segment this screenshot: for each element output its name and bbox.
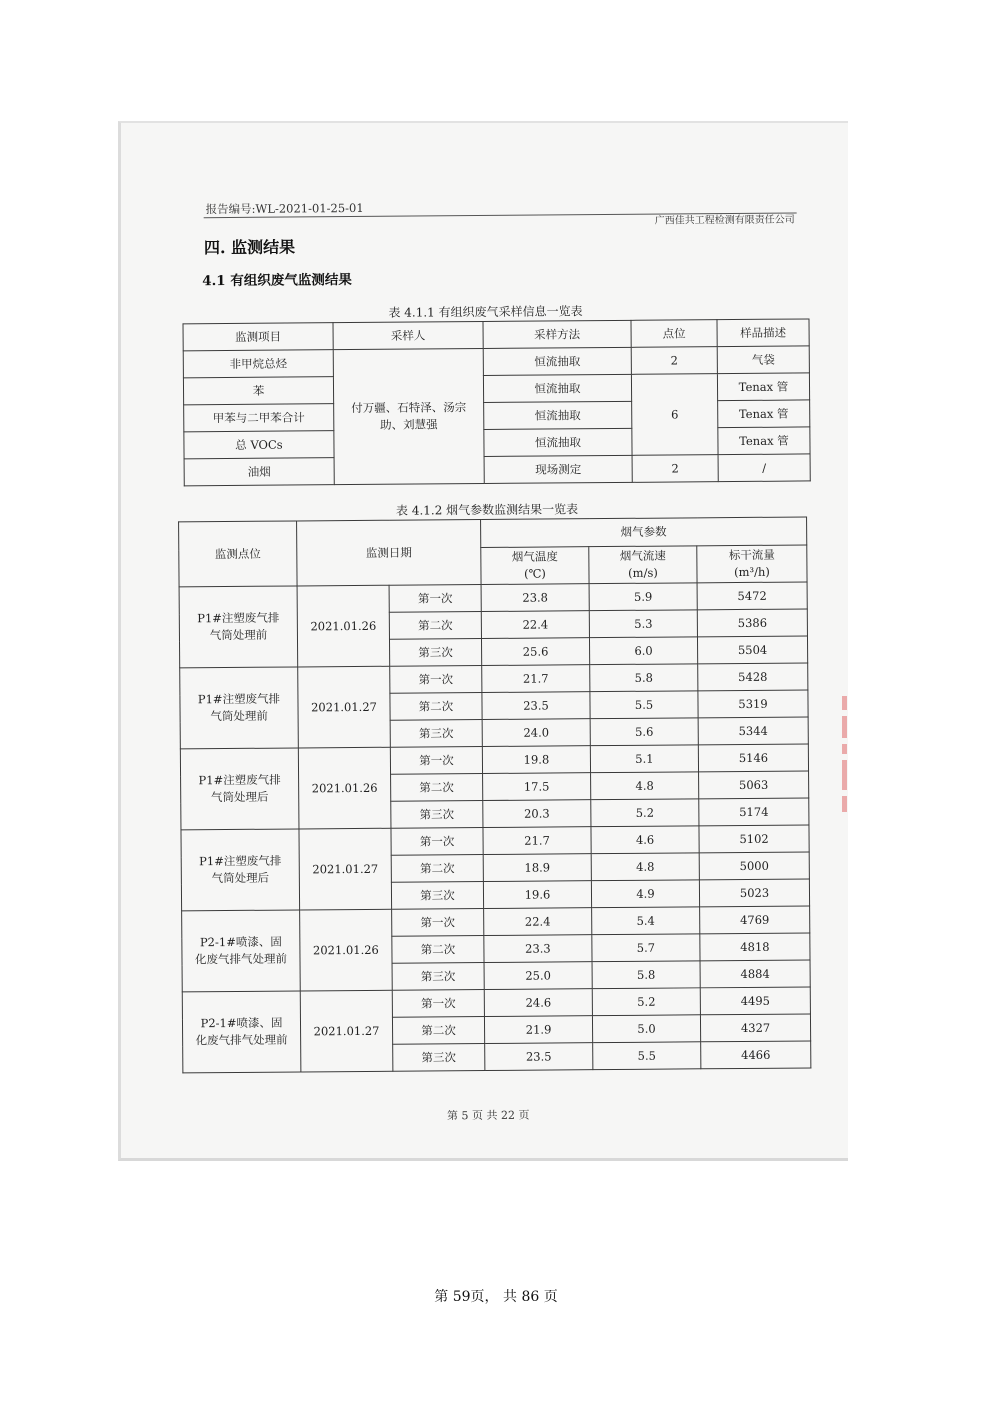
monitor-date: 2021.01.26 <box>298 747 391 829</box>
monitor-item: 油烟 <box>184 458 334 486</box>
standard-flow: 4495 <box>700 987 810 1015</box>
standard-flow: 5428 <box>698 663 808 691</box>
point-count: 2 <box>632 455 718 483</box>
monitor-point: P1#注塑废气排气筒处理后 <box>181 829 300 911</box>
flue-velocity: 5.8 <box>590 664 698 692</box>
flue-velocity: 5.2 <box>592 988 700 1016</box>
monitor-date: 2021.01.26 <box>300 909 393 991</box>
flue-gas-table <box>178 516 811 1073</box>
flue-velocity: 4.6 <box>591 826 699 854</box>
flue-temperature: 22.4 <box>484 908 592 936</box>
sample-round: 第三次 <box>389 639 481 667</box>
subsection-title: 4.1 有组织废气监测结果 <box>202 272 352 290</box>
standard-flow: 5472 <box>697 582 807 610</box>
standard-flow: 5504 <box>697 636 807 664</box>
sample-round: 第一次 <box>389 585 481 613</box>
sampling-method: 恒流抽取 <box>483 347 631 375</box>
standard-flow: 5146 <box>698 744 808 772</box>
monitor-point: P2-1#喷漆、固化废气排气处理前 <box>182 910 301 992</box>
flue-temperature: 19.8 <box>482 746 590 774</box>
sample-round: 第三次 <box>391 801 483 829</box>
monitor-point: P1#注塑废气排气筒处理前 <box>179 586 298 668</box>
point-count: 6 <box>631 374 718 456</box>
header-temperature-label: 烟气温度 <box>511 549 558 565</box>
sample-round: 第一次 <box>392 990 484 1018</box>
sample-round: 第一次 <box>392 909 484 937</box>
flue-temperature: 24.0 <box>482 719 590 747</box>
flue-temperature: 23.5 <box>482 692 590 720</box>
flue-velocity: 5.2 <box>591 799 699 827</box>
standard-flow: 5319 <box>698 690 808 718</box>
table1-header-cell: 点位 <box>631 320 717 348</box>
flue-velocity: 4.8 <box>591 772 699 800</box>
standard-flow: 4818 <box>700 933 810 961</box>
standard-flow: 5344 <box>698 717 808 745</box>
flue-temperature: 20.3 <box>483 800 591 828</box>
flue-temperature: 17.5 <box>483 773 591 801</box>
monitor-date: 2021.01.26 <box>297 585 390 667</box>
table-row <box>184 454 810 486</box>
sample-round: 第二次 <box>389 612 481 640</box>
sample-round: 第二次 <box>391 855 483 883</box>
flue-velocity: 5.5 <box>593 1042 701 1070</box>
point-count: 2 <box>631 347 717 375</box>
flue-velocity: 4.8 <box>591 853 699 881</box>
monitor-date: 2021.01.27 <box>299 828 392 910</box>
standard-flow: 5000 <box>699 852 809 880</box>
flue-velocity: 5.1 <box>590 745 698 773</box>
flue-temperature: 24.6 <box>484 989 592 1017</box>
monitor-point: P1#注塑废气排气筒处理前 <box>180 667 299 749</box>
sampling-method: 恒流抽取 <box>484 401 632 429</box>
flue-temperature: 18.9 <box>483 854 591 882</box>
standard-flow: 5102 <box>699 825 809 853</box>
monitor-item: 非甲烷总烃 <box>183 350 333 378</box>
standard-flow: 4884 <box>700 960 810 988</box>
sample-desc: 气袋 <box>717 346 809 374</box>
flue-velocity: 5.6 <box>590 718 698 746</box>
header-velocity-label: 烟气流速 <box>619 548 666 564</box>
flue-velocity: 5.4 <box>592 907 700 935</box>
section-title: 四. 监测结果 <box>203 237 296 258</box>
flue-temperature: 21.9 <box>484 1016 592 1044</box>
table-row <box>183 373 809 405</box>
sample-round: 第三次 <box>390 720 482 748</box>
report-number: 报告编号:WL-2021-01-25-01 <box>205 200 364 217</box>
table1-header-cell: 采样人 <box>333 322 483 350</box>
standard-flow: 4769 <box>700 906 810 934</box>
sample-round: 第二次 <box>392 1017 484 1045</box>
sampling-method: 现场测定 <box>484 455 632 483</box>
flue-temperature: 23.5 <box>485 1043 593 1071</box>
header-flow-unit: (m³/h) <box>734 564 770 580</box>
flue-temperature: 25.0 <box>484 962 592 990</box>
red-stamp-edge <box>842 690 850 840</box>
table1-header-cell: 监测项目 <box>183 323 333 351</box>
standard-flow: 5063 <box>699 771 809 799</box>
table1-header-cell: 样品描述 <box>717 319 809 347</box>
sample-round: 第二次 <box>392 936 484 964</box>
inner-page-footer: 第 5 页 共 22 页 <box>446 1108 530 1123</box>
monitor-item: 苯 <box>183 377 333 405</box>
monitor-point: P2-1#喷漆、固化废气排气处理前 <box>182 991 301 1073</box>
standard-flow: 4466 <box>701 1041 811 1069</box>
sample-round: 第三次 <box>393 1044 485 1072</box>
header-temperature-unit: (℃) <box>523 566 546 581</box>
flue-temperature: 19.6 <box>483 881 591 909</box>
page-number: 第 59页， 共 86 页 <box>434 1289 558 1305</box>
sampling-method: 恒流抽取 <box>483 374 631 402</box>
sampling-info-table <box>182 318 810 486</box>
scanned-page <box>118 121 848 1161</box>
header-date: 监测日期 <box>297 520 482 586</box>
monitor-date: 2021.01.27 <box>298 666 391 748</box>
table2-caption: 表 4.1.2 烟气参数监测结果一览表 <box>395 502 579 518</box>
standard-flow: 5386 <box>697 609 807 637</box>
flue-velocity: 5.7 <box>592 934 700 962</box>
flue-velocity: 5.0 <box>592 1015 700 1043</box>
sample-round: 第一次 <box>390 666 482 694</box>
sample-round: 第二次 <box>391 774 483 802</box>
sample-round: 第三次 <box>391 882 483 910</box>
flue-velocity: 5.3 <box>589 610 697 638</box>
sample-round: 第二次 <box>390 693 482 721</box>
flue-velocity: 5.8 <box>592 961 700 989</box>
standard-flow: 5174 <box>699 798 809 826</box>
monitor-point: P1#注塑废气排气筒处理后 <box>180 748 299 830</box>
flue-temperature: 21.7 <box>482 665 590 693</box>
sample-round: 第一次 <box>391 828 483 856</box>
monitor-item: 甲苯与二甲苯合计 <box>184 404 334 432</box>
header-flow-label: 标干流量 <box>728 548 775 563</box>
header-flue-params: 烟气参数 <box>481 517 807 548</box>
table1-header-cell: 采样方法 <box>483 320 631 348</box>
sample-desc: Tenax 管 <box>717 373 809 401</box>
sampler-names: 付万疆、石特泽、汤宗助、刘慧强 <box>333 349 484 485</box>
standard-flow: 4327 <box>700 1014 810 1042</box>
flue-temperature: 22.4 <box>481 611 589 639</box>
header-flow <box>697 545 807 583</box>
sample-desc: Tenax 管 <box>718 400 810 428</box>
sample-round: 第一次 <box>390 747 482 775</box>
company-name: 广西佳共工程检测有限责任公司 <box>654 214 795 227</box>
flue-temperature: 23.8 <box>481 584 589 612</box>
flue-temperature: 23.3 <box>484 935 592 963</box>
header-velocity <box>589 546 697 584</box>
scanned-page-content <box>117 120 852 1161</box>
flue-velocity: 6.0 <box>589 637 697 665</box>
monitor-item: 总 VOCs <box>184 431 334 459</box>
monitor-date: 2021.01.27 <box>300 990 393 1072</box>
sample-desc: / <box>718 454 810 482</box>
flue-temperature: 21.7 <box>483 827 591 855</box>
header-point: 监测点位 <box>179 521 298 587</box>
flue-velocity: 5.5 <box>590 691 698 719</box>
header-temperature <box>481 547 589 585</box>
sampling-method: 恒流抽取 <box>484 428 632 456</box>
flue-velocity: 5.9 <box>589 583 697 611</box>
flue-temperature: 25.6 <box>481 638 589 666</box>
sample-desc: Tenax 管 <box>718 427 810 455</box>
header-velocity-unit: (m/s) <box>628 565 658 580</box>
standard-flow: 5023 <box>699 879 809 907</box>
table1-caption: 表 4.1.1 有组织废气采样信息一览表 <box>388 304 583 320</box>
flue-velocity: 4.9 <box>591 880 699 908</box>
sample-round: 第三次 <box>392 963 484 991</box>
